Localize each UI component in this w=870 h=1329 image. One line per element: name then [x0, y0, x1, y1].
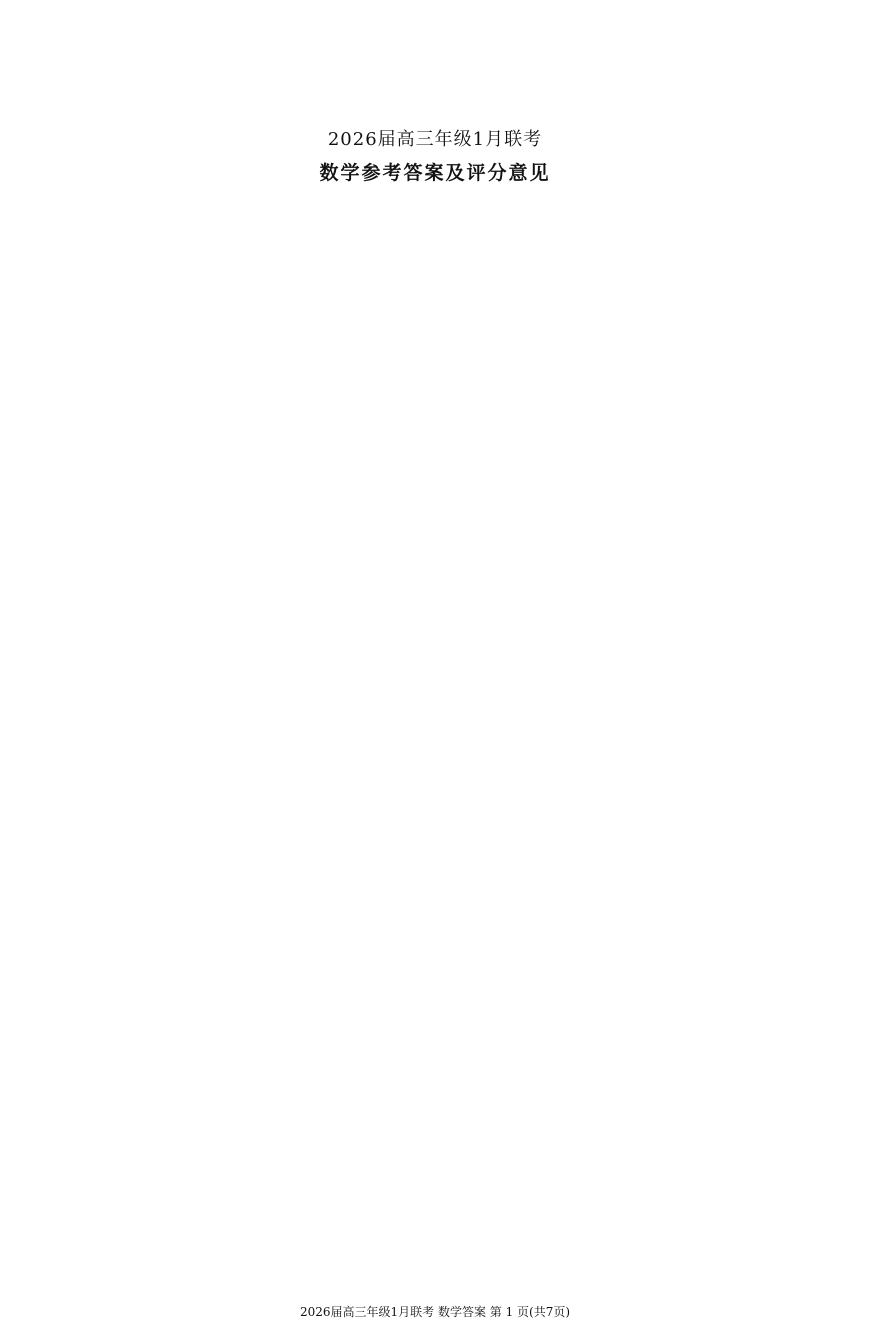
page-footer: 2026届高三年级1月联考 数学答案 第 1 页(共7页): [299, 1305, 571, 1319]
answer-title: 数学参考答案及评分意见: [319, 162, 551, 184]
exam-title: 2026届高三年级1月联考: [327, 129, 543, 150]
